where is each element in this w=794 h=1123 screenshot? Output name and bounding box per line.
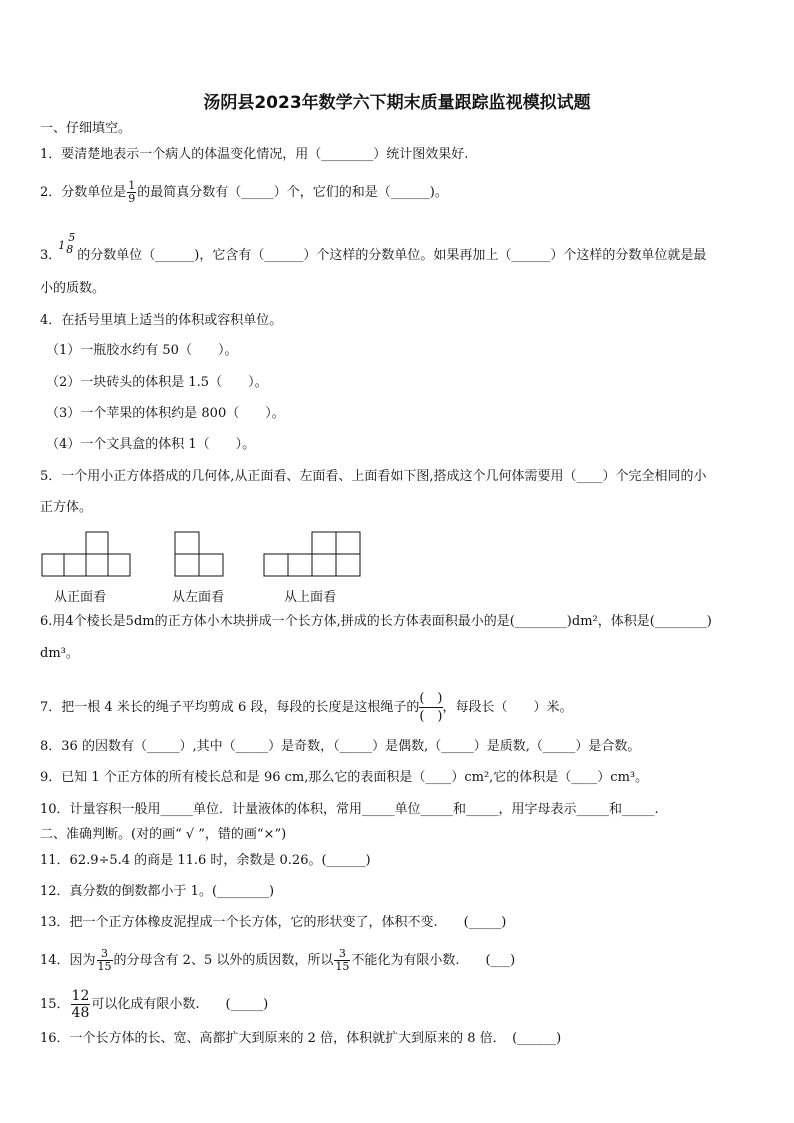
question-10: 10．计量容积一般用_____单位．计量液体的体积，常用_____单位_____和_____，用字母表示_____和_____. [40, 802, 659, 817]
mixed-fraction-one-five-eighths [58, 231, 76, 256]
cube-square [64, 554, 86, 576]
front-view-label: 从正面看 [54, 590, 107, 605]
fraction-one-ninth [127, 180, 136, 205]
cube-square [199, 554, 223, 576]
question-3-line-2: 小的质数。 [40, 281, 106, 296]
fraction-denominator: ( ) [419, 709, 443, 724]
q14-text-pre: 14．因为 [40, 953, 96, 968]
question-7 [40, 690, 573, 725]
fraction-twelve-fortyeighths [71, 988, 91, 1021]
q14-text-post: 不能化为有限小数. (___) [351, 953, 516, 968]
fraction-numerator: 1 [128, 179, 136, 192]
q2-text-post: 的最简真分数有（_____）个，它们的和是（______)。 [137, 185, 448, 200]
fraction-numerator: 12 [71, 988, 90, 1004]
question-5-line-2: 正方体。 [40, 500, 93, 515]
question-2 [40, 180, 448, 205]
q2-text-pre: 2．分数单位是 [40, 185, 127, 200]
q7-text-post: ，每段长（ ）米。 [442, 700, 573, 715]
question-14 [40, 948, 515, 973]
cube-square [312, 532, 336, 554]
question-4-item-3: （3）一个苹果的体积约是 800（ ）。 [46, 406, 285, 421]
question-6-line-1: 6.用4个棱长是5dm的正方体小木块拼成一个长方体,拼成的长方体表面积最小的是(________)dm²，体积是(________) [40, 614, 712, 629]
front-view-figure [41, 530, 133, 578]
cube-square [288, 554, 312, 576]
q7-text-pre: 7．把一根 4 米长的绳子平均剪成 6 段，每段的长度是这根绳子的 [40, 700, 420, 715]
fraction-numerator: 3 [338, 947, 346, 960]
cube-square [86, 532, 108, 554]
top-view-figure [263, 530, 363, 578]
blank-fraction [419, 690, 442, 725]
left-view-figure [174, 530, 226, 578]
top-view-label: 从上面看 [284, 590, 337, 605]
three-view-figures [0, 530, 794, 610]
page-title: 汤阴县2023年数学六下期末质量跟踪监视模拟试题 [203, 93, 591, 113]
cube-square [264, 554, 288, 576]
q3-text-pre: 3． [40, 248, 62, 263]
cube-square [42, 554, 64, 576]
fraction-whole: 1 [58, 239, 66, 252]
cube-square [86, 554, 108, 576]
cube-square [175, 532, 199, 554]
question-12: 12．真分数的倒数都小于 1。(________) [40, 884, 275, 899]
fraction-denominator: 9 [128, 192, 136, 205]
question-4-item-4: （4）一个文具盒的体积 1（ ）。 [46, 437, 256, 452]
fraction-numerator: 5 [68, 231, 76, 244]
q14-text-mid: 的分母含有 2、5 以外的质因数，所以 [113, 953, 334, 968]
question-9: 9．已知 1 个正方体的所有棱长总和是 96 cm,那么它的表面积是（____）cm²,它的体积是（____）cm³。 [40, 770, 649, 785]
cube-square [108, 554, 130, 576]
question-3 [40, 232, 706, 265]
fraction-three-fifteenths [97, 948, 113, 973]
question-8: 8．36 的因数有（_____）,其中（_____）是奇数，（_____）是偶数,（_____）是质数,（_____）是合数。 [40, 739, 641, 754]
question-15 [40, 988, 268, 1021]
cube-square [336, 532, 360, 554]
question-1: 1．要清楚地表示一个病人的体温变化情况，用（________）统计图效果好. [40, 147, 469, 162]
question-6-line-2: dm³。 [40, 646, 79, 661]
q15-text-pre: 15． [40, 997, 70, 1012]
fraction-denominator: 15 [335, 960, 350, 973]
q15-text-post: 可以化成有限小数. (_____) [91, 997, 269, 1012]
left-view-label: 从左面看 [172, 590, 225, 605]
question-13: 13．把一个正方体橡皮泥捏成一个长方体，它的形状变了，体积不变. (_____) [40, 915, 507, 930]
question-4-item-1: （1）一瓶胶水约有 50（ ）。 [46, 343, 238, 358]
q3-text-post: 的分数单位（______)，它含有（______）个这样的分数单位。如果再加上（______）个这样的分数单位就是最 [77, 248, 707, 263]
question-5-line-1: 5．一个用小正方体搭成的几何体,从正面看、左面看、上面看如下图,搭成这个几何体需要用（____）个完全相同的小 [40, 469, 707, 484]
question-16: 16．一个长方体的长、宽、高都扩大到原来的 2 倍，体积就扩大到原来的 8 倍． (______) [40, 1031, 562, 1046]
cube-square [312, 554, 336, 576]
fraction-denominator: 15 [97, 960, 112, 973]
cube-square [175, 554, 199, 576]
fraction-three-fifteenths [334, 948, 350, 973]
section-heading-fill: 一、仔细填空。 [40, 121, 132, 136]
fraction-denominator: 48 [71, 1005, 90, 1021]
question-4-stem: 4．在括号里填上适当的体积或容积单位。 [40, 313, 283, 328]
fraction-numerator: 3 [101, 947, 109, 960]
section-heading-judge: 二、准确判断。(对的画“ √ ”，错的画“×”) [40, 827, 287, 842]
fraction-numerator: ( ) [419, 691, 443, 706]
question-4-item-2: （2）一块砖头的体积是 1.5（ ）。 [46, 375, 268, 390]
cube-square [336, 554, 360, 576]
question-11: 11．62.9÷5.4 的商是 11.6 时，余数是 0.26。(______) [40, 853, 371, 868]
fraction-denominator: 8 [66, 243, 74, 256]
